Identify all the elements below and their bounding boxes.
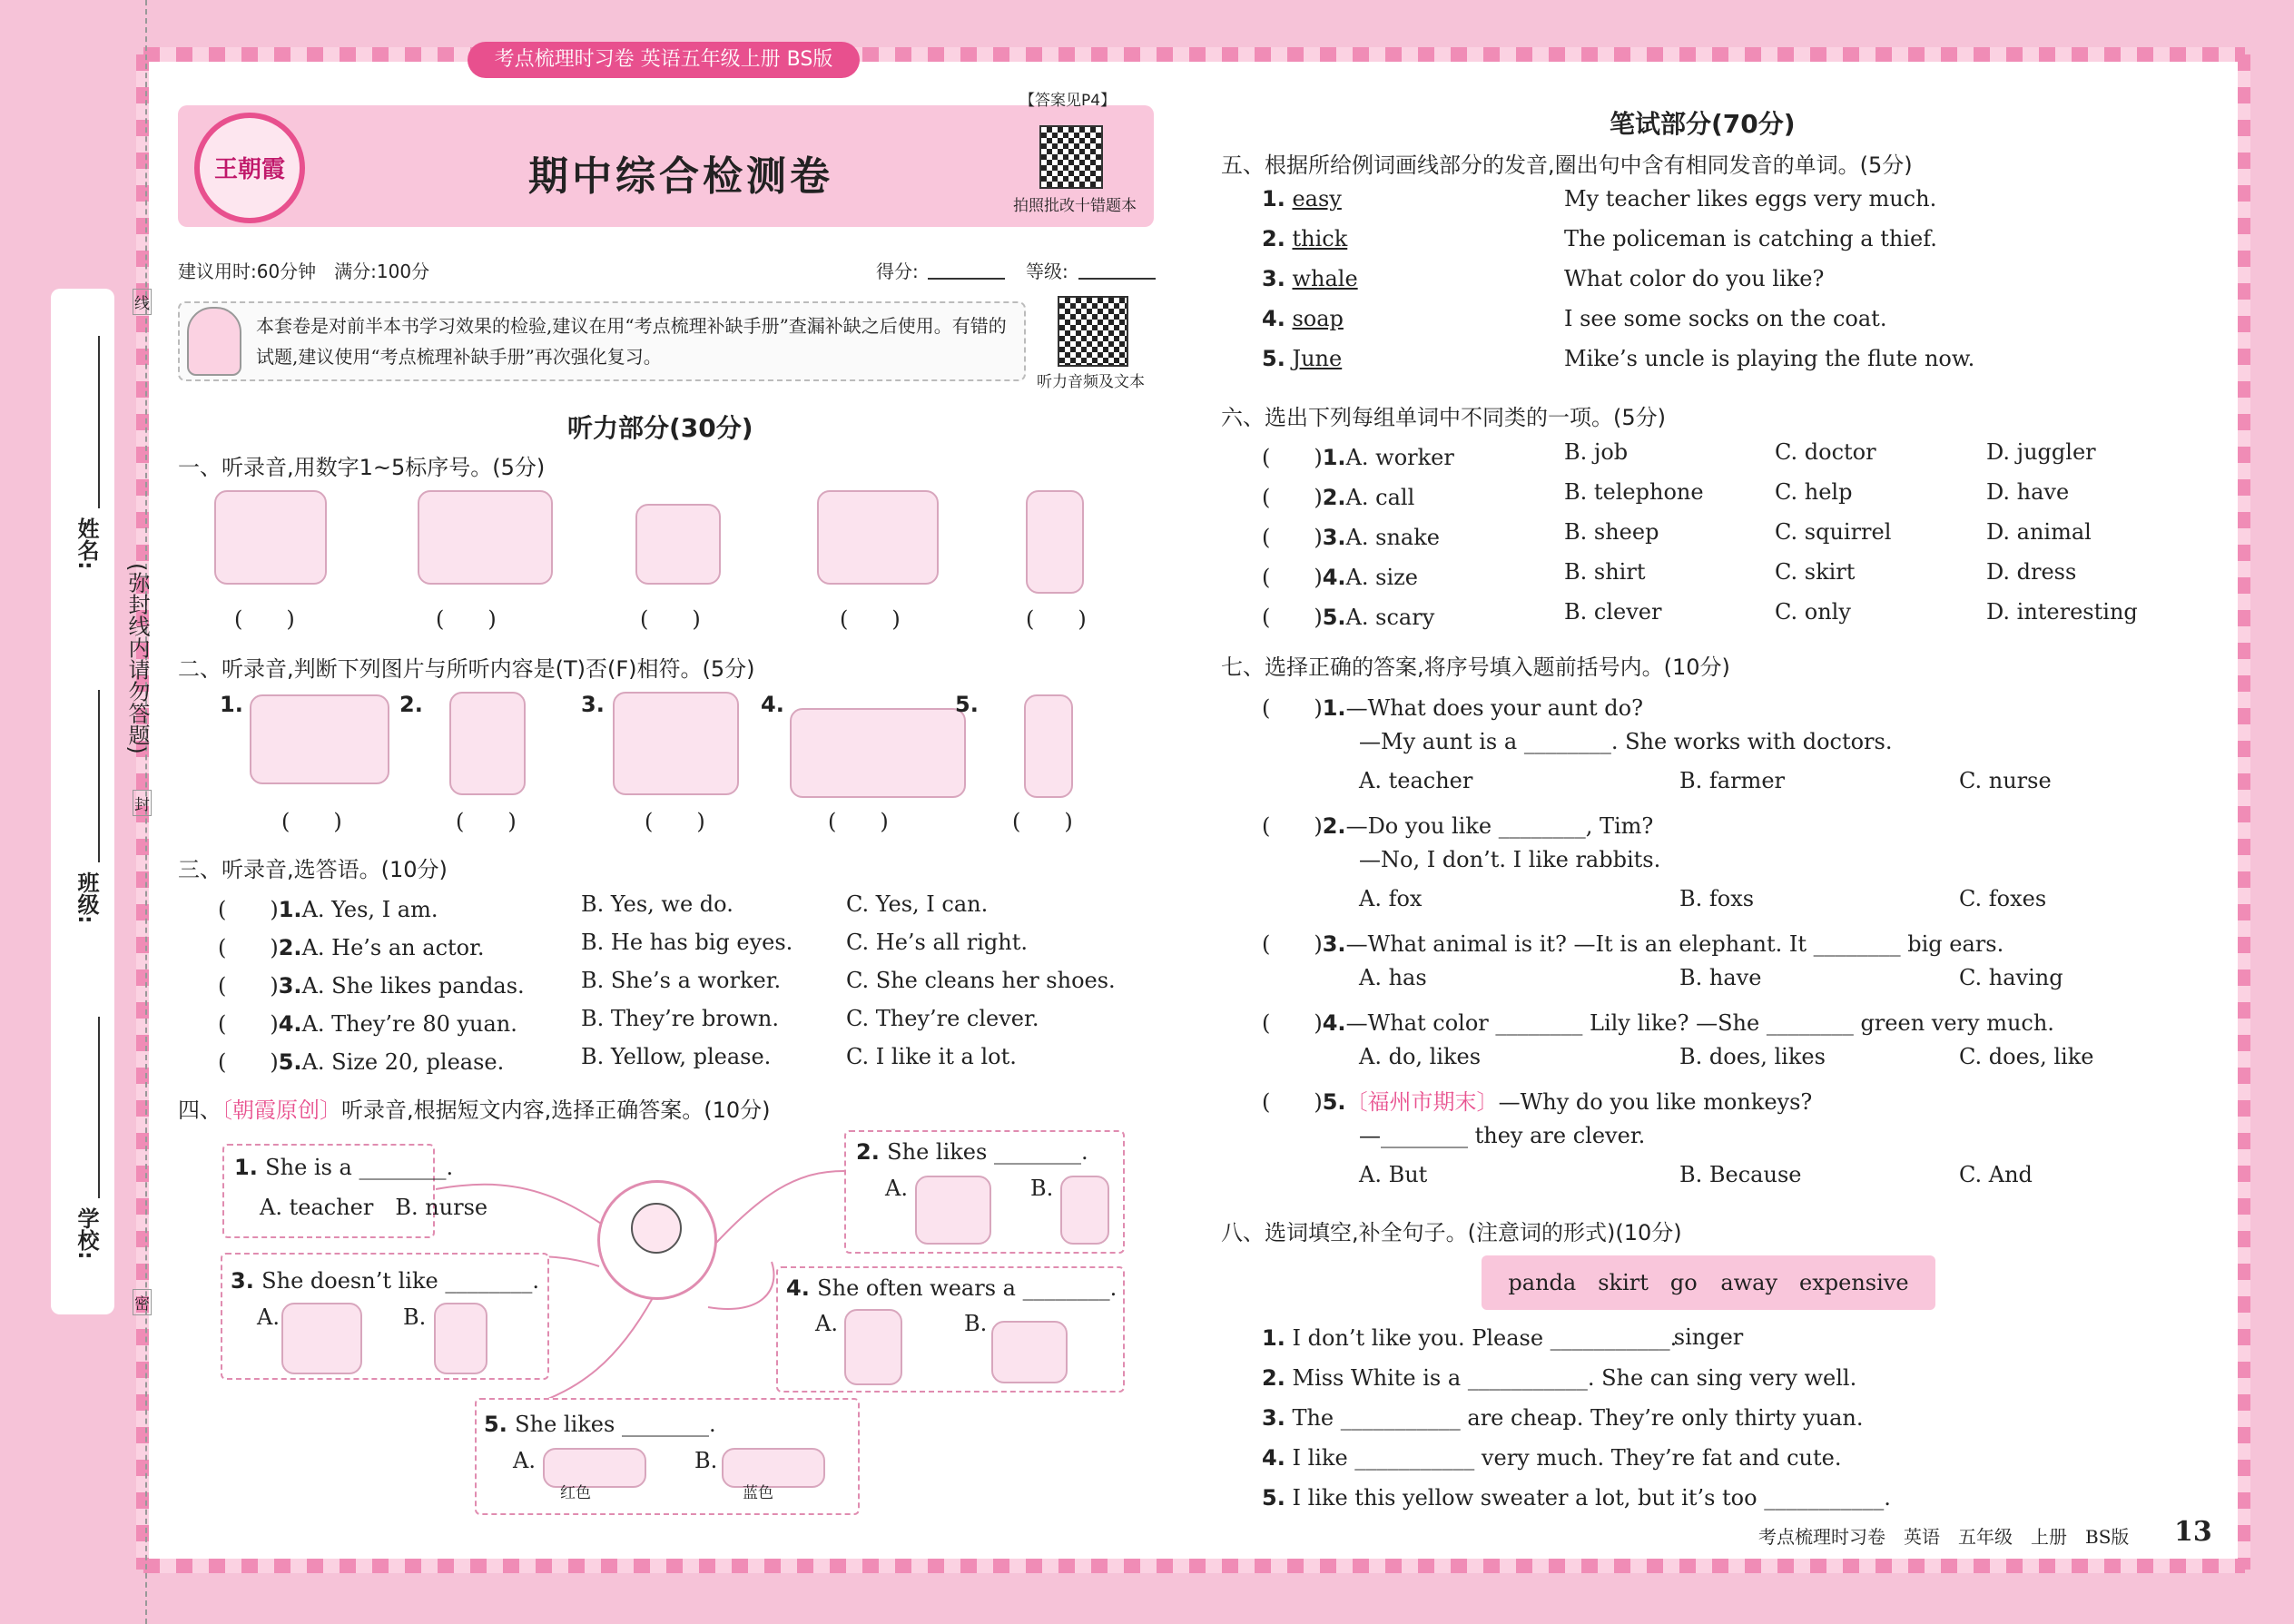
q7-5-line1: —Why do you like monkeys? xyxy=(1498,1089,1813,1115)
binding-sidebar xyxy=(51,289,114,1314)
source-tag: 〔福州市期末〕 xyxy=(1345,1089,1499,1115)
q4-2-b: B. xyxy=(1030,1176,1054,1201)
item-number: 5. xyxy=(955,692,979,717)
option-b: B. clever xyxy=(1564,599,1662,625)
sentence[interactable]: Mike’s uncle is playing the flute now. xyxy=(1564,346,1975,371)
option-c: C. having xyxy=(1959,965,2063,990)
q4-1-options: A. teacher B. nurse xyxy=(260,1195,488,1220)
option-d: D. dress xyxy=(1986,559,2077,585)
item-number: 1. xyxy=(1322,695,1346,721)
item-number: 1. xyxy=(278,897,302,922)
red-caption: 红色 xyxy=(560,1484,591,1502)
answer-paren[interactable]: ( ) xyxy=(1262,565,1323,590)
seal-char: 封 xyxy=(133,790,152,816)
example-word: June xyxy=(1292,346,1343,371)
q7-2-line1: —Do you like ________, Tim? xyxy=(1345,813,1654,839)
mi-char: 密 xyxy=(133,1289,152,1315)
section-2-title: 二、听录音,判断下列图片与所听内容是(T)否(F)相符。(5分) xyxy=(178,656,755,682)
item-number: 2. xyxy=(1322,813,1346,839)
bottom-wavy-border xyxy=(143,1559,2245,1573)
option-d: D. have xyxy=(1986,479,2070,505)
option-c: C. only xyxy=(1775,599,1851,625)
q7-2-line2: —No, I don’t. I like rabbits. xyxy=(1359,847,1661,872)
name-line xyxy=(98,336,100,508)
example-word: thick xyxy=(1292,226,1348,251)
word-bank: panda skirt go away expensive singer xyxy=(1482,1255,1935,1310)
option-a: A. They’re 80 yuan. xyxy=(301,1011,517,1037)
item-number: 4. xyxy=(1322,1010,1346,1036)
answer-paren[interactable]: ( ) xyxy=(1262,485,1323,510)
item-number: 5. xyxy=(1322,605,1346,630)
section-1-title: 一、听录音,用数字1~5标序号。(5分) xyxy=(178,455,546,480)
item-number: 3. xyxy=(1322,525,1346,550)
answer-paren[interactable]: ( ) xyxy=(1012,809,1073,834)
option-b: B. They’re brown. xyxy=(581,1006,779,1031)
section-7-title: 七、选择正确的答案,将序号填入题前括号内。(10分) xyxy=(1221,655,1730,680)
sentence[interactable]: I see some socks on the coat. xyxy=(1564,306,1887,331)
fill-sentence[interactable]: I don’t like you. Please ___________. xyxy=(1292,1325,1678,1351)
fill-sentence[interactable]: I like this yellow sweater a lot, but it’s too ___________. xyxy=(1292,1485,1891,1511)
answer-paren[interactable]: ( ) xyxy=(1262,695,1323,721)
q4-5-sentence: She likes ________. xyxy=(515,1412,716,1437)
q4-4-b: B. xyxy=(964,1311,988,1336)
fill-sentence[interactable]: The ___________ are cheap. They’re only thirty yuan. xyxy=(1292,1405,1864,1431)
answer-reference: 【答案见P4】 xyxy=(1019,92,1117,110)
option-b: B. job xyxy=(1564,439,1629,465)
line-char: 线 xyxy=(133,289,152,315)
option-c: C. And xyxy=(1959,1162,2033,1187)
section-3-title: 三、听录音,选答语。(10分) xyxy=(178,857,448,882)
elephant-picture xyxy=(817,490,939,585)
rabbit-picture xyxy=(915,1176,991,1245)
sentence[interactable]: What color do you like? xyxy=(1564,266,1825,291)
option-c: C. does, like xyxy=(1959,1044,2094,1069)
right-wavy-border xyxy=(2238,54,2250,1570)
option-b: B. foxs xyxy=(1679,886,1755,911)
option-a: A. worker xyxy=(1345,445,1454,470)
item-number: 3. xyxy=(1262,266,1285,291)
scientist-picture xyxy=(449,692,526,795)
note-text: 本套卷是对前半本书学习效果的检验,建议在用“考点梳理补缺手册”查漏补缺之后使用。有错的试题,建议使用“考点梳理补缺手册”再次强化复习。 xyxy=(256,315,1007,368)
q7-3-line1: —What animal is it? —It is an elephant. It ________ big ears. xyxy=(1345,931,2004,957)
option-a: A. fox xyxy=(1359,886,1423,911)
option-d: D. animal xyxy=(1986,519,2092,545)
option-d: D. interesting xyxy=(1986,599,2138,625)
score-label: 得分: xyxy=(876,261,919,282)
example-word: soap xyxy=(1292,306,1344,331)
section-4-title xyxy=(178,1092,771,1124)
q4-1-sentence: She is a ________. xyxy=(265,1155,454,1180)
score-blank[interactable] xyxy=(928,278,1005,280)
fill-sentence[interactable]: I like ___________ very much. They’re fat and cute. xyxy=(1292,1445,1842,1471)
cat-picture xyxy=(1060,1176,1109,1245)
option-c: C. She cleans her shoes. xyxy=(846,968,1116,993)
option-b: B. does, likes xyxy=(1679,1044,1826,1069)
section-5-title: 五、根据所给例词画线部分的发音,圈出句中含有相同发音的单词。(5分) xyxy=(1221,153,1913,178)
girl-avatar-icon xyxy=(187,307,241,376)
q7-5-line2: —________ they are clever. xyxy=(1359,1123,1646,1148)
option-c: C. I like it a lot. xyxy=(846,1044,1017,1069)
q4-4-text: 4. She often wears a ________. xyxy=(786,1275,1117,1301)
item-number: 4. xyxy=(1322,565,1346,590)
series-tab: 考点梳理时习卷 英语五年级上册 BS版 xyxy=(468,42,860,78)
q4-3-a: A. xyxy=(257,1304,280,1330)
q4-5-a: A. xyxy=(513,1448,536,1473)
option-b: B. farmer xyxy=(1679,768,1785,793)
exam-title: 期中综合检测卷 xyxy=(528,153,833,200)
school-line xyxy=(98,1017,100,1198)
time-info: 建议用时:60分钟 满分:100分 xyxy=(178,261,430,282)
pants-picture xyxy=(1024,694,1073,798)
item-number: 4. xyxy=(1262,1445,1285,1471)
answer-paren[interactable]: ( ) xyxy=(234,606,295,632)
doctor-picture xyxy=(1026,490,1084,594)
item-number: 2. xyxy=(1262,1365,1285,1391)
option-a: A. call xyxy=(1345,485,1415,510)
answer-paren[interactable]: ( ) xyxy=(1026,606,1087,632)
sentence[interactable]: The policeman is catching a thief. xyxy=(1564,226,1937,251)
option-a: A. Yes, I am. xyxy=(301,897,438,922)
qr-caption: 拍照批改十错题本 xyxy=(1013,197,1137,215)
answer-paren[interactable]: ( ) xyxy=(1262,1010,1323,1036)
listening-heading: 听力部分(30分) xyxy=(567,413,753,443)
option-b: B. She’s a worker. xyxy=(581,968,782,993)
item-number: 3. xyxy=(1262,1405,1285,1431)
option-b: B. Yellow, please. xyxy=(581,1044,772,1069)
q4-4-sentence: She often wears a ________. xyxy=(817,1275,1117,1301)
original-tag: 〔朝霞原创〕 xyxy=(222,1097,341,1123)
answer-paren[interactable]: ( ) xyxy=(645,809,705,834)
dress-picture xyxy=(844,1309,902,1385)
blue-caption: 蓝色 xyxy=(743,1484,773,1502)
item-number: 5. xyxy=(1262,346,1285,371)
grade-blank[interactable] xyxy=(1078,278,1156,280)
item-number: 1. xyxy=(1262,186,1285,212)
answer-paren[interactable]: ( ) xyxy=(1262,1089,1323,1115)
qr-code-grading[interactable] xyxy=(1039,125,1103,189)
buildings-picture xyxy=(790,708,966,798)
option-a: A. She likes pandas. xyxy=(301,973,525,999)
option-a: A. size xyxy=(1345,565,1418,590)
q4-3-b: B. xyxy=(403,1304,427,1330)
answer-paren[interactable]: ( ) xyxy=(218,935,279,960)
item-number: 1. xyxy=(220,692,243,717)
snake-picture xyxy=(434,1303,487,1374)
option-b: B. sheep xyxy=(1564,519,1659,545)
item-number: 3. xyxy=(278,973,302,999)
audio-caption: 听力音频及文本 xyxy=(1037,373,1145,391)
answer-paren[interactable]: ( ) xyxy=(218,1049,279,1075)
qr-code-audio[interactable] xyxy=(1058,296,1128,367)
q4-2-sentence: She likes ________. xyxy=(887,1139,1088,1165)
q4-5-b: B. xyxy=(694,1448,718,1473)
item-number: 5. xyxy=(1322,1089,1346,1115)
option-b: B. He has big eyes. xyxy=(581,930,793,955)
option-d: D. juggler xyxy=(1986,439,2096,465)
answer-paren[interactable]: ( ) xyxy=(281,809,342,834)
option-a: A. do, likes xyxy=(1359,1044,1482,1069)
logo-text: 王朝霞 xyxy=(213,156,285,183)
answer-paren[interactable]: ( ) xyxy=(436,606,497,632)
item-number: 2. xyxy=(1322,485,1346,510)
fill-sentence[interactable]: Miss White is a ___________. She can sing very well. xyxy=(1292,1365,1857,1391)
answer-paren[interactable]: ( ) xyxy=(840,606,901,632)
answer-paren[interactable]: ( ) xyxy=(1262,813,1323,839)
item-number: 5. xyxy=(278,1049,302,1075)
school-label: 学校: xyxy=(74,1207,99,1260)
answer-paren[interactable]: ( ) xyxy=(1262,605,1323,630)
option-c: C. nurse xyxy=(1959,768,2052,793)
skirt-picture xyxy=(991,1321,1068,1383)
answer-paren[interactable]: ( ) xyxy=(218,1011,279,1037)
q7-1-line1: —What does your aunt do? xyxy=(1345,695,1643,721)
q4-2-text: 2. She likes ________. xyxy=(856,1139,1088,1165)
class-line xyxy=(98,690,100,862)
option-b: B. shirt xyxy=(1564,559,1646,585)
item-number: 5. xyxy=(1262,1485,1285,1511)
girl-face-icon xyxy=(631,1203,682,1254)
option-c: C. squirrel xyxy=(1775,519,1892,545)
item-number: 3. xyxy=(581,692,605,717)
item-number: 4. xyxy=(278,1011,302,1037)
answer-paren[interactable]: ( ) xyxy=(1262,931,1323,957)
answer-paren[interactable]: ( ) xyxy=(1262,445,1323,470)
tree-picture xyxy=(613,692,739,795)
shoes-blue-picture xyxy=(722,1448,825,1488)
section-6-title: 六、选出下列每组单词中不同类的一项。(5分) xyxy=(1221,405,1666,430)
option-c: C. They’re clever. xyxy=(846,1006,1039,1031)
answer-paren[interactable]: ( ) xyxy=(218,973,279,999)
item-number: 4. xyxy=(1262,306,1285,331)
answer-paren[interactable]: ( ) xyxy=(1262,525,1323,550)
option-c: C. foxes xyxy=(1959,886,2047,911)
option-a: A. snake xyxy=(1345,525,1440,550)
option-b: B. have xyxy=(1679,965,1762,990)
option-a: A. has xyxy=(1359,965,1427,990)
q7-1-line2: —My aunt is a ________. She works with doctors. xyxy=(1359,729,1893,754)
option-c: C. Yes, I can. xyxy=(846,891,989,917)
item-number: 4. xyxy=(761,692,784,717)
item-number: 2. xyxy=(399,692,423,717)
shoes-red-picture xyxy=(543,1448,646,1488)
item-number: 2. xyxy=(1262,226,1285,251)
item-number: 2. xyxy=(278,935,302,960)
item-number: 1. xyxy=(1262,1325,1285,1351)
fox-picture xyxy=(281,1303,362,1374)
section-4-text: 听录音,根据短文内容,选择正确答案。(10分) xyxy=(341,1097,771,1123)
example-word: whale xyxy=(1292,266,1358,291)
sentence[interactable]: My teacher likes eggs very much. xyxy=(1564,186,1937,212)
option-a: A. Size 20, please. xyxy=(301,1049,505,1075)
q4-3-sentence: She doesn’t like ________. xyxy=(261,1268,539,1294)
writing-heading: 笔试部分(70分) xyxy=(1610,109,1796,139)
item-number: 3. xyxy=(1322,931,1346,957)
socks-picture xyxy=(635,504,721,585)
boy-slide-picture xyxy=(418,490,553,585)
q4-1-text: 1. She is a ________. xyxy=(234,1155,454,1180)
option-c: C. He’s all right. xyxy=(846,930,1029,955)
section-8-title: 八、选词填空,补全句子。(注意词的形式)(10分) xyxy=(1221,1220,1682,1245)
answer-paren[interactable]: ( ) xyxy=(640,606,701,632)
boy-computer-picture xyxy=(250,694,389,784)
item-number: 1. xyxy=(1322,445,1346,470)
q4-4-a: A. xyxy=(815,1311,838,1336)
section-4-prefix: 四、 xyxy=(178,1097,222,1123)
option-c: C. doctor xyxy=(1775,439,1876,465)
cow-picture xyxy=(214,490,327,585)
q7-4-line1: —What color ________ Lily like? —She ________ green very much. xyxy=(1345,1010,2054,1036)
top-wavy-border xyxy=(143,47,2245,62)
option-b: B. telephone xyxy=(1564,479,1704,505)
option-b: B. Yes, we do. xyxy=(581,891,733,917)
answer-paren[interactable]: ( ) xyxy=(218,897,279,922)
option-b: B. Because xyxy=(1679,1162,1802,1187)
q4-2-a: A. xyxy=(885,1176,908,1201)
grade-label: 等级: xyxy=(1026,261,1068,282)
option-a: A. He’s an actor. xyxy=(301,935,485,960)
option-a: A. But xyxy=(1359,1162,1428,1187)
option-a: A. scary xyxy=(1345,605,1435,630)
q4-5-text: 5. She likes ________. xyxy=(484,1412,716,1437)
class-label: 班级: xyxy=(74,871,99,924)
answer-paren[interactable]: ( ) xyxy=(456,809,517,834)
option-a: A. teacher xyxy=(1359,768,1473,793)
example-word: easy xyxy=(1292,186,1342,212)
option-c: C. skirt xyxy=(1775,559,1856,585)
option-c: C. help xyxy=(1775,479,1853,505)
name-label: 姓名: xyxy=(74,517,99,570)
answer-paren[interactable]: ( ) xyxy=(828,809,889,834)
footer-text: 考点梳理时习卷 英语 五年级 上册 BS版 xyxy=(1758,1526,2130,1548)
seal-notice: (弥封线内请勿答题) xyxy=(124,563,150,754)
q4-3-text: 3. She doesn’t like ________. xyxy=(231,1268,539,1294)
page-number: 13 xyxy=(2174,1516,2212,1548)
